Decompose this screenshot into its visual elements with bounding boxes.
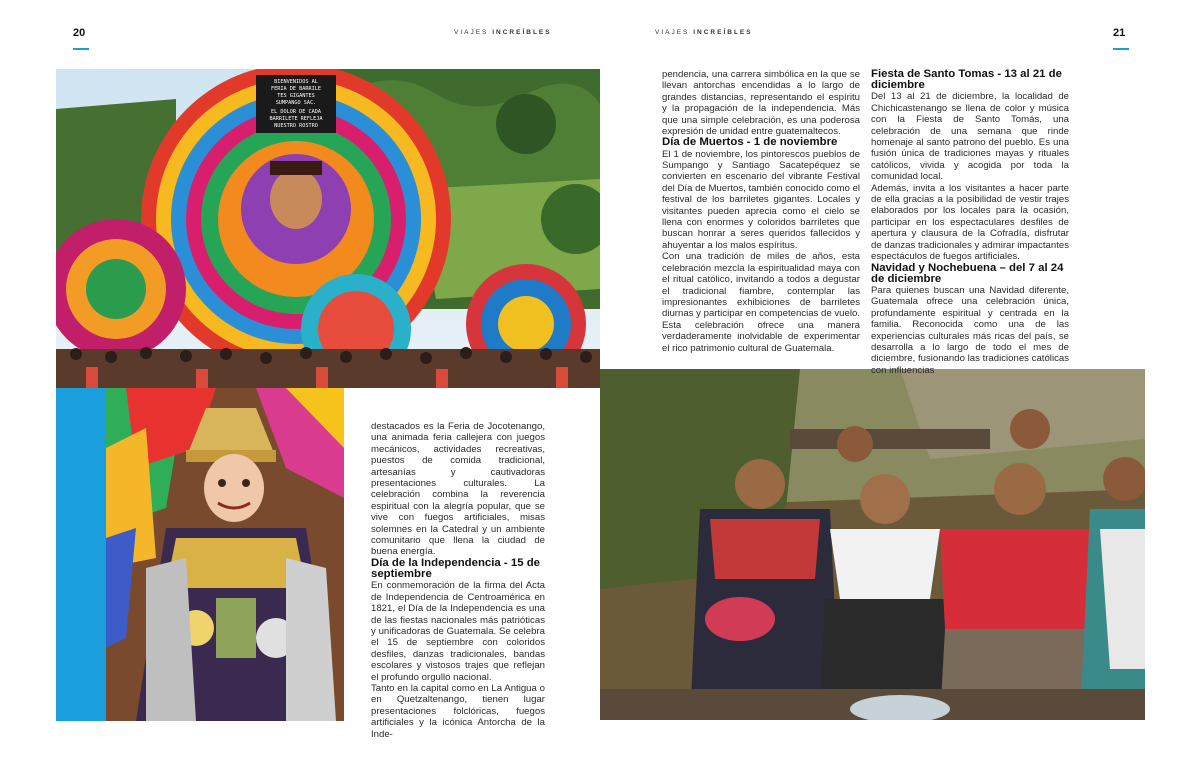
- guatemalan-women-photo: [600, 369, 1145, 720]
- kite-sign-line: FERIA DE BARRILE: [271, 86, 321, 92]
- text-column-left: [371, 421, 545, 740]
- paragraph: Tanto en la capital como en La Antigua o en Quetzaltenango, tienen lugar presentaciones folclóricas, fuegos artificiales y la icónica Antorcha de la Inde-: [371, 682, 545, 740]
- section-heading: Día de Muertos - 1 de noviembre: [662, 136, 838, 149]
- paragraph: pendencia, una carrera simbólica en la que se llevan antorchas encendidas a lo largo de grandes distancias, representando el espíritu y la propagación de la independencia. Más que una simple celebración, es una poderosa expresión de unidad entre guatemaltecos.: [662, 69, 860, 138]
- page-number-rule: [73, 48, 89, 50]
- running-head-right: VIAJES INCREÍBLES: [655, 29, 753, 36]
- kite-sign-line: TES GIGANTES: [277, 93, 315, 99]
- accent-blue-bar: [56, 388, 106, 721]
- kite-sign-line: NUESTRO ROSTRO: [274, 123, 318, 129]
- kite-sign-line: BIENVENIDOS AL: [274, 79, 318, 85]
- page-number-rule: [1113, 48, 1129, 50]
- section-heading: Navidad y Nochebuena – del 7 al 24 de diciembre: [871, 261, 1064, 285]
- giant-kites-photo: [56, 69, 600, 388]
- text-column-middle: [662, 69, 860, 354]
- masked-dancer-photo: [106, 388, 344, 721]
- text-column-right: [871, 69, 1069, 376]
- paragraph: El 1 de noviembre, los pintorescos pueblos de Sumpango y Santiago Sacatepéquez se convierten en escenario del vibrante Festival del Día de Muertos, también conocido como el festival de los barriletes gigantes. Locales y visitantes pueden aprecia como el cielo se llena con enormes y coloridos barriletes que buscan honrar a seres queridos fallecidos y ahuyentar a los malos espíritus.: [662, 148, 860, 251]
- paragraph: Con una tradición de miles de años, esta celebración mezcla la espiritualidad maya con el ritual católico, invitando a todos a degustar el tradicional fiambre, contemplar las impresionantes exhibiciones de barriletes diurnas y participar en competencias de vuelo. Esta celebración ofrece una manera verdaderamente inolvidable de experimentar el rico patrimonio cultural de Guatemala.: [662, 251, 860, 354]
- kite-sign-line: BARRILETE REFLEJA: [269, 116, 323, 122]
- paragraph: destacados es la Feria de Jocotenango, una animada feria callejera con juegos mecánicos, actividades recreativas, puestos de comida tradicional, artesanías y cautivadoras presentaciones culturales. La celebración combina la reverencia espiritual con la alegría popular, que se vive con fuegos artificiales, misas solemnes en la Catedral y un ambiente comunitario que llena la ciudad de buena energía.: [371, 421, 545, 558]
- kite-sign-line: EL DOLOR DE CADA: [271, 109, 321, 115]
- section-heading: Fiesta de Santo Tomas - 13 al 21 de diciembre: [871, 68, 1062, 92]
- left-page-number: 20: [73, 27, 89, 50]
- running-head-left: VIAJES INCREÍBLES: [454, 29, 552, 36]
- paragraph: Del 13 al 21 de diciembre, la localidad de Chichicastenango se llena de color y música con la Fiesta de Santo Tomás, una celebración de una semana que rinde homenaje al santo patrono del pueblo. Es una fusión única de tradiciones mayas y rituales católicos, vivida y acogida por toda la comunidad local.: [871, 91, 1069, 183]
- paragraph: Además, invita a los visitantes a hacer parte de ella gracias a la posibilidad de vestir trajes elaborados por los locales para la ocasión, participar en los espectaculares desfiles de apertura y clausura de la Cofradía, disfrutar de danzas tradicionales y admirar impactantes espectáculos de fuegos artificiales.: [871, 182, 1069, 263]
- paragraph: En conmemoración de la firma del Acta de Independencia de Centroamérica en 1821, el Día de la Independencia es una de las fiestas nacionales más patrióticas y unificadoras de Guatemala. Se celebra el 15 de septiembre con coloridos desfiles, danzas tradicionales, bandas escolares y vistosos trajes que reflejan el profundo orgullo nacional.: [371, 580, 545, 683]
- right-page-number: 21: [1113, 27, 1129, 50]
- paragraph: Para quienes buscan una Navidad diferente, Guatemala ofrece una celebración única, profundamente espiritual y centrada en la familia. Reconocida como una de las experiencias culturales más ricas del país, se desarrolla a lo largo de todo el mes de diciembre, fusionando las tradiciones católicas con influencias: [871, 284, 1069, 376]
- section-heading: Día de la Independencia - 15 de septiembre: [371, 556, 541, 581]
- kite-sign-line: SUMPANGO SAC.: [275, 100, 317, 106]
